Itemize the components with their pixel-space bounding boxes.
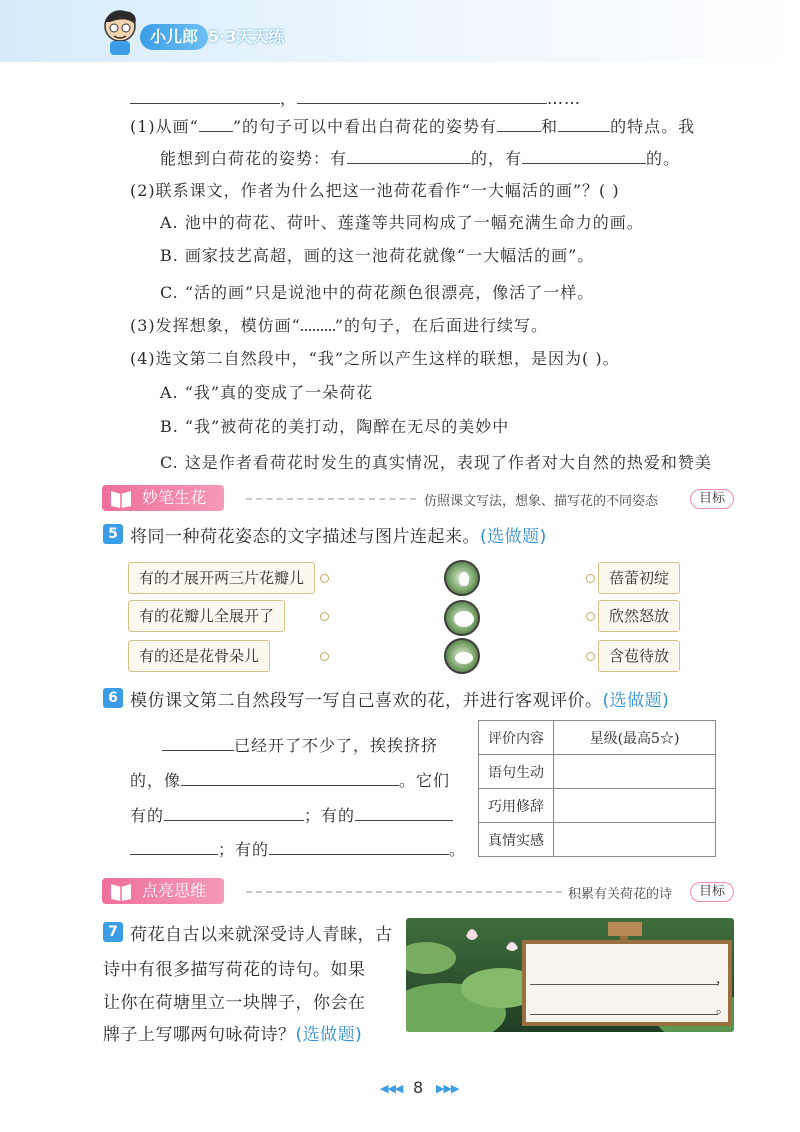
- q5-left-item-1: 有的才展开两三片花瓣儿: [128, 562, 315, 594]
- q4-item2: (2)联系课文，作者为什么把这一池荷花看作“一大幅活的画”？( ): [130, 181, 620, 200]
- q4-item4: (4)选文第二自然段中，“我”之所以产生这样的联想，是因为( )。: [130, 349, 620, 368]
- book-icon: [110, 881, 132, 901]
- section-heading-2: 点亮思维: [102, 878, 224, 904]
- section-divider-2: [246, 891, 562, 893]
- section-desc-2: 积累有关荷花的诗: [568, 887, 673, 902]
- q4-item1-line2: 能想到白荷花的姿势：有 的，有 的。: [160, 149, 681, 168]
- table-cell-stars-1[interactable]: [554, 755, 716, 789]
- brand-name: 小儿郎: [140, 24, 208, 50]
- q4-item1-line1: (1)从画“ ”的句子可以中看出白荷花的姿势有 和 的特点。我: [130, 117, 696, 136]
- question-7-line-3: 让你在荷塘里立一块牌子，你会在: [103, 993, 366, 1013]
- table-row-label-3: 真情实感: [479, 823, 554, 857]
- q5-right-dot-1[interactable]: [586, 574, 595, 583]
- goal-tag-1: 目标: [690, 489, 734, 509]
- q4-item4-option-b: B. “我”被荷花的美打动，陶醉在无尽的美妙中: [160, 417, 510, 436]
- q4-item2-option-c: C. “活的画”只是说池中的荷花颜色很漂亮，像活了一样。: [160, 283, 595, 302]
- mascot-logo: [100, 8, 140, 56]
- q5-right-item-1: 蓓蕾初绽: [598, 562, 680, 594]
- sign-answer-line-1[interactable]: [530, 984, 718, 985]
- footer-arrows-right: ▶▶▶: [436, 1082, 459, 1095]
- question-7-line-1: 荷花自古以来就深受诗人青睐，古: [130, 925, 393, 945]
- table-cell-stars-3[interactable]: [554, 823, 716, 857]
- q4-item4-option-c: C. 这是作者看荷花时发生的真实情况，表现了作者对大自然的热爱和赞美: [160, 453, 712, 472]
- section-heading-1: 妙笔生花: [102, 485, 224, 511]
- q5-right-dot-2[interactable]: [586, 612, 595, 621]
- top-fill-line: ， ……: [130, 86, 581, 109]
- table-cell-stars-2[interactable]: [554, 789, 716, 823]
- lotus-half-open-image[interactable]: [444, 638, 480, 674]
- table-header-criteria: 评价内容: [479, 721, 554, 755]
- sign-comma: ，: [716, 971, 731, 987]
- goal-tag-2: 目标: [690, 882, 734, 902]
- q4-item2-option-b: B. 画家技艺高超，画的这一池荷花就像“一大幅活的画”。: [160, 246, 595, 265]
- evaluation-table: [478, 720, 716, 857]
- q4-item2-option-a: A. 池中的荷花、荷叶、莲蓬等共同构成了一幅充满生命力的画。: [160, 213, 644, 232]
- q5-right-item-3: 含苞待放: [598, 640, 680, 672]
- lotus-bud-image[interactable]: [444, 560, 480, 596]
- q6-writing-line-4: ；有的 。: [130, 837, 466, 860]
- question-number-6: 6: [103, 688, 123, 708]
- q5-left-item-3: 有的还是花骨朵儿: [128, 640, 270, 672]
- question-number-5: 5: [103, 524, 123, 544]
- question-7-line-2: 诗中有很多描写荷花的诗句。如果: [103, 960, 366, 980]
- table-header-stars: 星级(最高5☆): [554, 721, 716, 755]
- q5-right-dot-3[interactable]: [586, 652, 595, 661]
- q6-writing-line-3: 有的 ；有的: [130, 803, 453, 826]
- question-number-7: 7: [103, 922, 123, 942]
- series-name: 5·3天天练: [208, 27, 285, 46]
- section-desc-1: 仿照课文写法，想象、描写花的不同姿态: [424, 494, 659, 509]
- sign-period: 。: [716, 1001, 731, 1017]
- table-row-label-2: 巧用修辞: [479, 789, 554, 823]
- question-7-line-4: 牌子上写哪两句咏荷诗？(选做题): [103, 1025, 363, 1045]
- q4-item4-option-a: A. “我”真的变成了一朵荷花: [160, 383, 374, 402]
- sign-answer-line-2[interactable]: [530, 1014, 718, 1015]
- q6-writing-line-2: 的，像 。它们: [130, 771, 451, 790]
- q5-left-dot-3[interactable]: [320, 652, 329, 661]
- book-icon: [110, 488, 132, 508]
- q6-writing-line-1: 已经开了不少了，挨挨挤挤: [162, 733, 438, 756]
- page-number: 8: [413, 1078, 424, 1097]
- question-5-text: 将同一种荷花姿态的文字描述与图片连起来。(选做题): [130, 527, 547, 547]
- q5-left-dot-1[interactable]: [320, 574, 329, 583]
- footer-arrows-left: ◀◀◀: [380, 1082, 403, 1095]
- question-6-text: 模仿课文第二自然段写一写自己喜欢的花，并进行客观评价。(选做题): [130, 691, 670, 711]
- table-row-label-1: 语句生动: [479, 755, 554, 789]
- q5-right-item-2: 欣然怒放: [598, 600, 680, 632]
- q4-item3: (3)发挥想象，模仿画“ ”的句子，在后面进行续写。: [130, 316, 549, 335]
- lotus-full-bloom-image[interactable]: [444, 600, 480, 636]
- q5-left-item-2: 有的花瓣儿全展开了: [128, 600, 285, 632]
- section-divider-1: [246, 498, 416, 500]
- q5-left-dot-2[interactable]: [320, 612, 329, 621]
